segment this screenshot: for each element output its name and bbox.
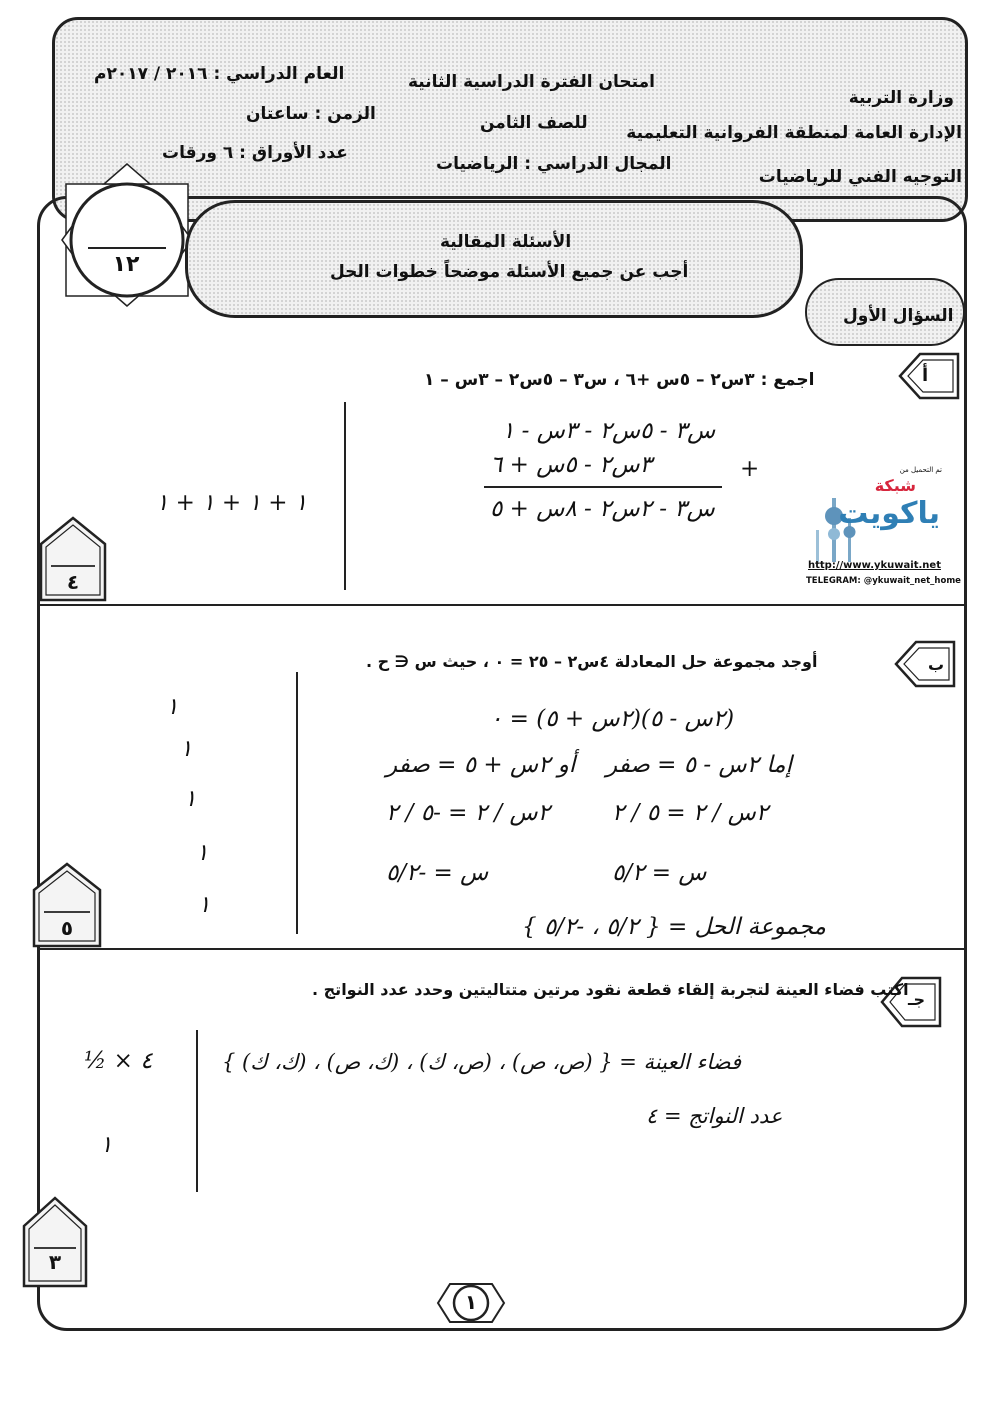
ykuwait-watermark xyxy=(806,466,961,596)
ministry-name: وزارة التربية xyxy=(848,88,954,108)
part-b-arrow-marker xyxy=(894,640,956,688)
grade: للصف الثامن xyxy=(480,113,588,133)
supervision-name: التوجيه الفني للرياضيات xyxy=(758,167,962,187)
page-number: ١ xyxy=(464,1290,478,1314)
part-b-work-line: أو ٢س + ٥ = صفر xyxy=(386,752,576,778)
part-b-work-line: إما ٢س - ٥ = صفر xyxy=(606,752,792,778)
part-a-column-divider xyxy=(344,402,346,590)
total-score-badge xyxy=(58,162,196,308)
part-c-question: اكتب فضاء العينة لتجربة إلقاء قطعة نقود مرتين متتاليتين وحدد عدد النواتج . xyxy=(312,980,909,999)
part-c-score-box xyxy=(20,1196,90,1288)
essay-questions-banner xyxy=(185,200,803,318)
part-b-marking: ١ xyxy=(196,840,209,866)
part-b-work-line: ٢س / ٢ = -٥ / ٢ xyxy=(386,800,550,826)
part-b-work-line: ٢س / ٢ = ٥ / ٢ xyxy=(612,800,769,826)
section-divider xyxy=(40,948,964,950)
watermark-brand: ياكويت xyxy=(838,496,940,531)
part-b-score-max: ٥ xyxy=(60,916,74,940)
part-b-marking: ١ xyxy=(198,892,211,918)
part-b-letter: ب xyxy=(928,655,945,674)
part-a-question: اجمع : ٣س٢ – ٥س +٦ ، س٣ – ٥س٢ – ٣س – ١ xyxy=(424,370,815,390)
part-b-marking: ١ xyxy=(180,736,193,762)
subject: المجال الدراسي : الرياضيات xyxy=(436,154,672,174)
part-c-letter: جـ xyxy=(908,990,925,1009)
part-a-marking: ١ + ١ + ١ + ١ xyxy=(156,490,308,516)
watermark-url: http://www.ykuwait.net xyxy=(808,560,941,571)
part-c-outcome-count: عدد النواتج = ٤ xyxy=(646,1104,783,1128)
watermark-small: تم التحميل من xyxy=(899,466,942,474)
total-score-max: ١٢ xyxy=(112,252,140,277)
part-a-letter: أ xyxy=(922,365,929,386)
part-c-marking: ٤ × ½ xyxy=(84,1048,153,1074)
part-a-arrow-marker xyxy=(898,352,960,400)
part-b-work-line: س = -٥/٢ xyxy=(386,860,489,886)
directorate-name: الإدارة العامة لمنطقة الفروانية التعليمية xyxy=(626,123,962,143)
exam-title: امتحان الفترة الدراسية الثانية xyxy=(408,72,655,92)
part-a-score-max: ٤ xyxy=(66,570,80,594)
part-a-work-line: ٣س٢ - ٥س + ٦ xyxy=(490,452,652,478)
part-c-marking: ١ xyxy=(100,1132,113,1158)
part-c-column-divider xyxy=(196,1030,198,1192)
part-c-score-max: ٣ xyxy=(48,1250,62,1274)
part-a-work-line: س٣ - ٥س٢ - ٣س - ١ xyxy=(502,418,716,444)
part-b-marking: ١ xyxy=(184,786,197,812)
section-divider xyxy=(40,604,964,606)
part-b-question: أوجد مجموعة حل المعادلة ٤س٢ – ٢٥ = ٠ ، حيث س ∈ ح . xyxy=(366,652,818,671)
banner-title: الأسئلة المقالية xyxy=(440,232,572,252)
part-a-sum-line xyxy=(484,486,722,488)
academic-year: العام الدراسي : ٢٠١٦ / ٢٠١٧م xyxy=(94,64,345,84)
part-a-work-line: س٣ - ٢س٢ - ٨س + ٥ xyxy=(490,496,715,522)
part-b-solution-set: مجموعة الحل = { ٥/٢ ، -٥/٢ } xyxy=(522,914,826,940)
part-b-work-line: س = ٥/٢ xyxy=(612,860,707,886)
part-b-work-line: (٢س - ٥)(٢س + ٥) = ٠ xyxy=(490,706,735,732)
part-c-sample-space: فضاء العينة = { (ص، ص) ، (ص، ك) ، (ك، ص) ، (ك، ك) } xyxy=(222,1050,742,1074)
part-a-plus-sign: + xyxy=(740,456,760,482)
watermark-telegram: TELEGRAM: @ykuwait_net_home xyxy=(806,576,961,586)
part-b-marking: ١ xyxy=(166,694,179,720)
watermark-brand-top: شبكة xyxy=(874,476,916,495)
page-count: عدد الأوراق : ٦ ورقات xyxy=(162,143,348,163)
exam-time: الزمن : ساعتان xyxy=(246,104,376,124)
question-one-label: السؤال الأول xyxy=(843,306,954,326)
part-b-column-divider xyxy=(296,672,298,934)
banner-instruction: أجب عن جميع الأسئلة موضحاً خطوات الحل xyxy=(330,262,689,282)
